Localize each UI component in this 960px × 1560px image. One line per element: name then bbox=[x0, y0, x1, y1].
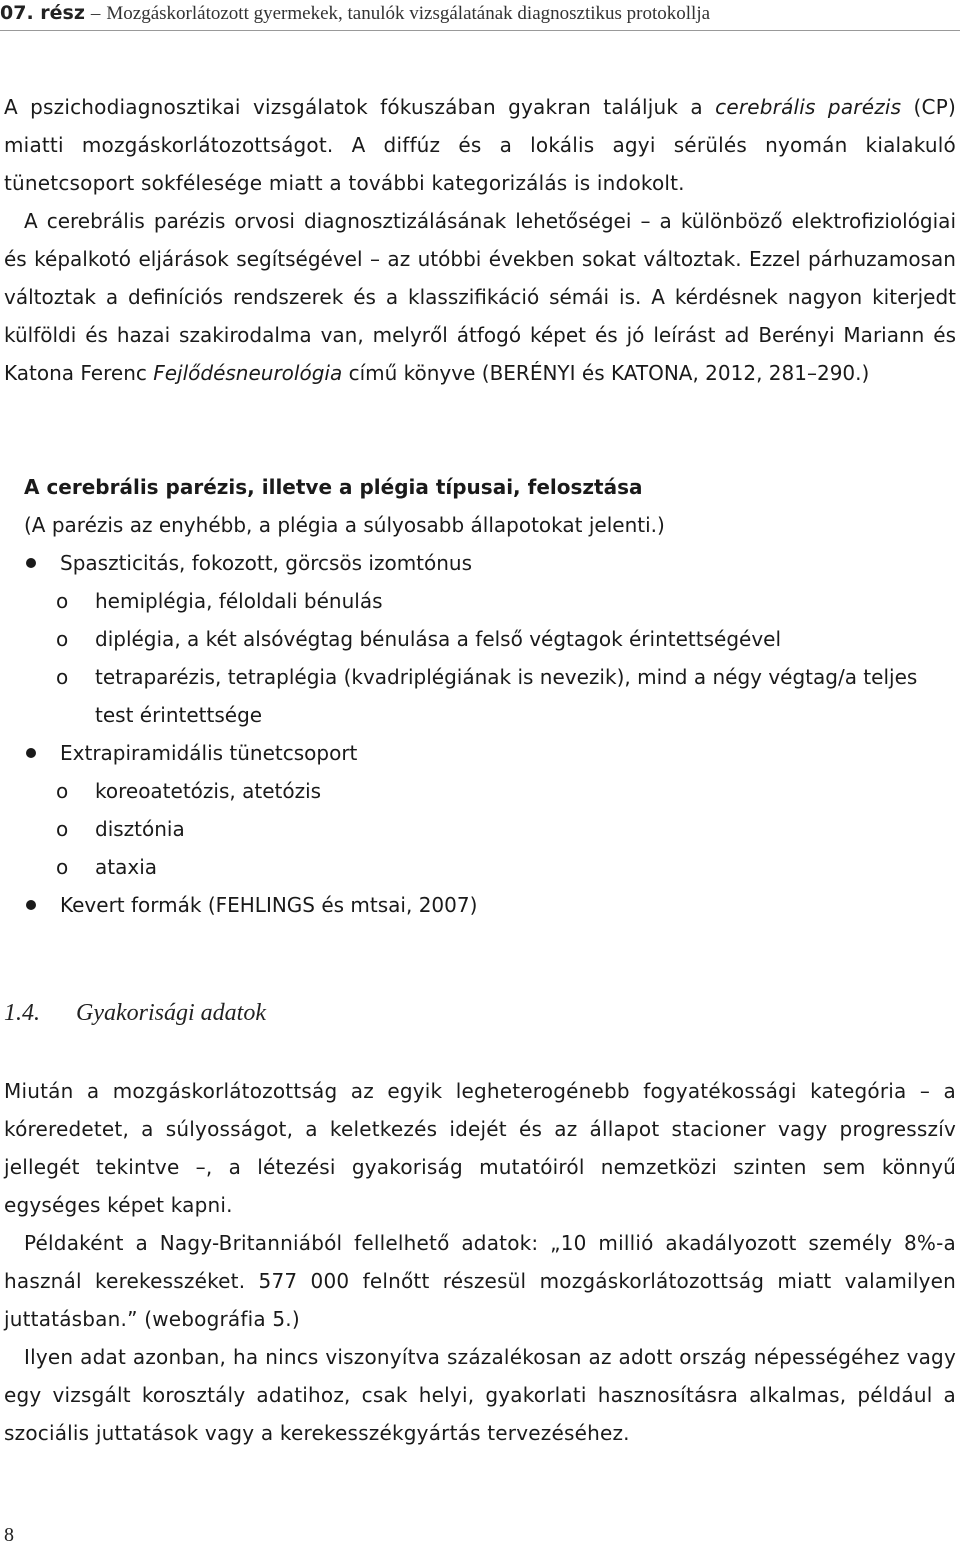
body-paragraph-2: Példaként a Nagy-Britanniából fellelhető adatok: „10 millió akadályozott személy 8%-a használ kerekesszéket. 577 000 felnőtt részesül mozgáskorlátozottság miatt valamilyen juttatásban.” (webográfia 5.) bbox=[4, 1231, 956, 1331]
list-subitem: diplégia, a két alsóvégtag bénulása a felső végtagok érintettségével bbox=[95, 627, 782, 651]
list-subitem: tetraparézis, tetraplégia (kvadriplégiának is nevezik), mind a négy végtag/a teljes test érintettsége bbox=[95, 665, 918, 727]
section-number: 1.4. bbox=[4, 1000, 40, 1026]
intro-paragraph-2 bbox=[4, 202, 956, 392]
list-subitem: hemiplégia, féloldali bénulás bbox=[95, 589, 383, 613]
sub-bullet: o bbox=[56, 589, 69, 613]
list-item-spasticity: Spaszticitás, fokozott, görcsös izomtónus bbox=[60, 551, 473, 575]
section-heading bbox=[4, 994, 266, 1032]
list-subitem: disztónia bbox=[95, 817, 185, 841]
header-separator: – bbox=[90, 3, 101, 24]
page-number: 8 bbox=[4, 1524, 14, 1546]
intro-paragraph-1 bbox=[4, 88, 956, 202]
intro-p1-text-b: (CP) miatti mozgáskorlátozottságot. A diffúz és a lokális agyi sérülés nyomán kialakuló tünetcsoport sokfélesége miatt a további kategorizálás is indokolt. bbox=[4, 95, 956, 195]
sub-bullet: o bbox=[56, 817, 69, 841]
part-number: 07. rész bbox=[0, 2, 85, 24]
list-title: A cerebrális parézis, illetve a plégia típusai, felosztása bbox=[24, 475, 643, 499]
intro-p1-emphasis: cerebrális parézis bbox=[715, 95, 902, 119]
intro-p2-emphasis: Fejlődésneurológia bbox=[153, 361, 343, 385]
sub-bullet: o bbox=[56, 665, 69, 689]
body-paragraph-3: Ilyen adat azonban, ha nincs viszonyítva százalékosan az adott ország népességéhez vagy egy vizsgált korosztály adatihoz, csak helyi, gyakorlati hasznosításra alkalmas, például a szociális juttatások vagy a kerekesszékgyártás tervezéséhez. bbox=[4, 1345, 956, 1445]
bullet-dot bbox=[26, 558, 36, 568]
list-item-mixed: Kevert formák (FEHLINGS és mtsai, 2007) bbox=[60, 893, 478, 917]
header-rule bbox=[0, 30, 960, 31]
list-subitem: koreoatetózis, atetózis bbox=[95, 779, 322, 803]
header-title: Mozgáskorlátozott gyermekek, tanulók vizsgálatának diagnosztikus protokollja bbox=[106, 3, 711, 24]
list-subitem: ataxia bbox=[95, 855, 158, 879]
section-title: Gyakorisági adatok bbox=[76, 1000, 266, 1026]
sub-bullet: o bbox=[56, 627, 69, 651]
list-item-extrapyramidal: Extrapiramidális tünetcsoport bbox=[60, 741, 358, 765]
sub-bullet: o bbox=[56, 779, 69, 803]
sub-bullet: o bbox=[56, 855, 69, 879]
bullet-dot bbox=[26, 748, 36, 758]
intro-p1-text-a: A pszichodiagnosztikai vizsgálatok fókuszában gyakran találjuk a bbox=[4, 95, 716, 119]
intro-p2-text-b: című könyve (BERÉNYI és KATONA, 2012, 281–290.) bbox=[342, 361, 870, 385]
bullet-dot bbox=[26, 900, 36, 910]
body-paragraph-1: Miután a mozgáskorlátozottság az egyik legheterogénebb fogyatékossági kategória – a kóreredetet, a súlyosságot, a keletkezés idejét és az állapot stacioner vagy progresszív jellegét tekintve –, a létezési gyakoriság mutatóiról nemzetközi szinten sem könnyű egységes képet kapni. bbox=[4, 1079, 956, 1217]
list-subtitle: (A parézis az enyhébb, a plégia a súlyosabb állapotokat jelenti.) bbox=[24, 513, 665, 537]
running-header bbox=[0, 2, 960, 32]
intro-p2-text-a: A cerebrális parézis orvosi diagnosztizálásának lehetőségei – a különböző elektrofiziológiai és képalkotó eljárások segítségével – az utóbbi években sokat változtak. Ezzel párhuzamosan változtak a definíciós rendszerek és a klasszifikáció sémái is. A kérdésnek nagyon kiterjedt külföldi és hazai szakirodalma van, melyről átfogó képet és jó leírást ad Berényi Mariann és Katona Ferenc bbox=[4, 209, 956, 385]
